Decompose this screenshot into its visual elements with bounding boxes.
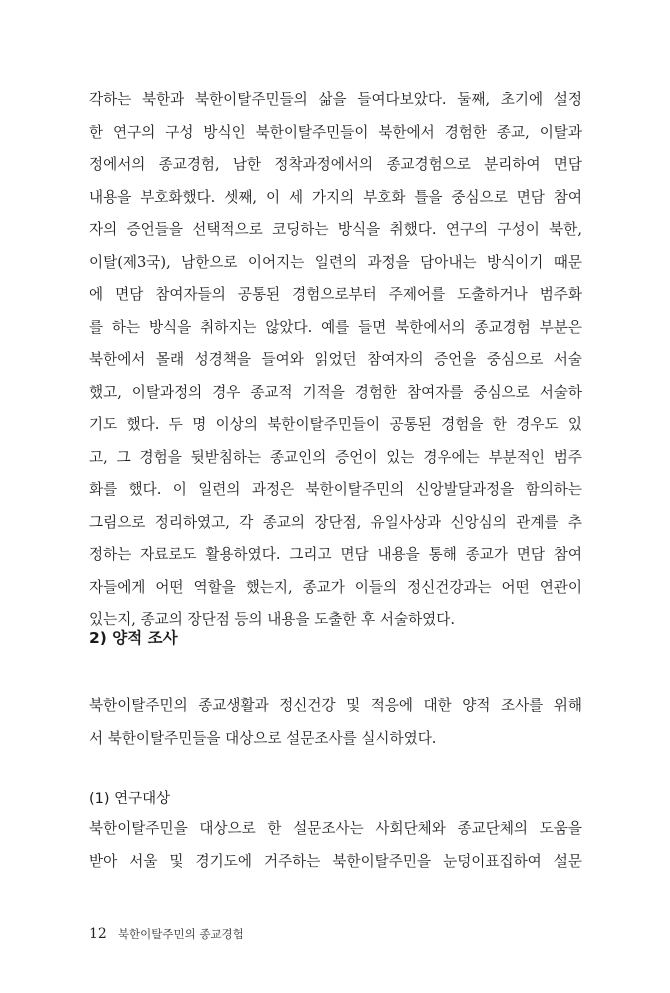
text-line: 있는지, 종교의 장단점 등의 내용을 도출한 후 서술하였다. xyxy=(89,611,455,628)
section-heading: 2) 양적 조사 xyxy=(89,629,178,647)
text-line: 자의 증언들을 선택적으로 코딩하는 방식을 취했다. 연구의 구성이 북한, xyxy=(89,221,582,238)
text-line: 했고, 이탈과정의 경우 종교적 기적을 경험한 참여자를 중심으로 서술하 xyxy=(89,383,582,401)
text-line: 북한이탈주민의 종교생활과 정신건강 및 적응에 대한 양적 조사를 위해 xyxy=(89,697,582,714)
text-line: 이탈(제3국), 남한으로 이어지는 일련의 과정을 담아내는 방식이기 때문 xyxy=(89,253,582,271)
text-line: 북한에서 몰래 성경책을 들여와 읽었던 참여자의 증언을 중심으로 서술 xyxy=(89,351,582,368)
text-line: 서 북한이탈주민들을 대상으로 설문조사를 실시하였다. xyxy=(89,729,437,747)
subsection-heading: (1) 연구대상 xyxy=(89,791,171,807)
page-number: 12 xyxy=(89,926,107,942)
text-line: 기도 했다. 두 명 이상의 북한이탈주민들이 공통된 경험을 한 경우도 있 xyxy=(89,416,582,433)
text-line: 자들에게 어떤 역할을 했는지, 종교가 이들의 정신건강과는 어떤 연관이 xyxy=(89,578,582,596)
text-line: 화를 했다. 이 일련의 과정은 북한이탈주민의 신앙발달과정을 함의하는 xyxy=(89,481,582,498)
text-line: 각하는 북한과 북한이탈주민들의 삶을 들여다보았다. 둘째, 초기에 설정 xyxy=(89,91,582,108)
text-line: 내용을 부호화했다. 셋째, 이 세 가지의 부호화 틀을 중심으로 면담 참여 xyxy=(89,188,582,206)
text-line: 한 연구의 구성 방식인 북한이탈주민들이 북한에서 경험한 종교, 이탈과 xyxy=(89,123,582,141)
text-line: 받아 서울 및 경기도에 거주하는 북한이탈주민을 눈덩이표집하여 설문 xyxy=(89,852,582,870)
body-paragraph xyxy=(89,690,582,755)
body-paragraph xyxy=(89,813,582,878)
text-line: 정하는 자료로도 활용하였다. 그리고 면담 내용을 통해 종교가 면담 참여 xyxy=(89,546,582,563)
text-line: 고, 그 경험을 뒷받침하는 종교인의 증언이 있는 경우에는 부분적인 범주 xyxy=(89,448,582,466)
text-line: 정에서의 종교경험, 남한 정착과정에서의 종교경험으로 분리하여 면담 xyxy=(89,156,582,173)
text-line: 그림으로 정리하였고, 각 종교의 장단점, 유일사상과 신앙심의 관계를 추 xyxy=(89,513,582,531)
text-line: 북한이탈주민을 대상으로 한 설문조사는 사회단체와 종교단체의 도움을 xyxy=(89,820,582,837)
text-line: 를 하는 방식을 취하지는 않았다. 예를 들면 북한에서의 종교경험 부분은 xyxy=(89,318,582,336)
text-line: 에 면담 참여자들의 공통된 경험으로부터 주제어를 도출하거나 범주화 xyxy=(89,286,582,303)
running-title: 북한이탈주민의 종교경험 xyxy=(117,927,244,941)
body-paragraph xyxy=(89,84,582,637)
page-footer xyxy=(89,923,244,942)
